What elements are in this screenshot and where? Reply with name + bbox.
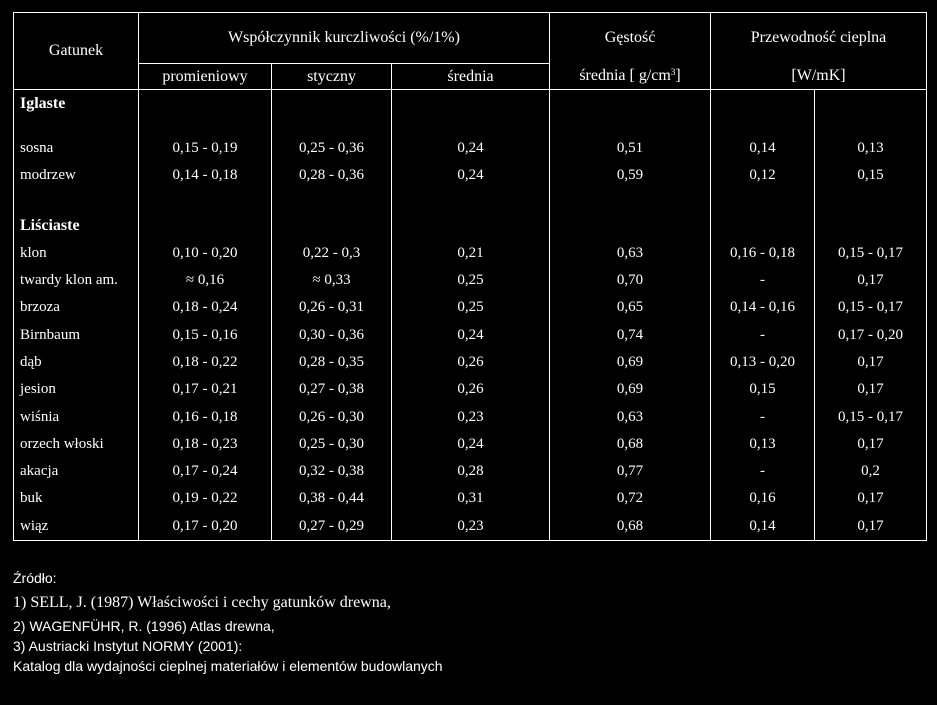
average-cell: 0,24 (392, 431, 550, 458)
average-cell: 0,23 (392, 513, 550, 541)
cond1-cell: 0,12 (711, 162, 815, 189)
group-empty-cell (550, 90, 711, 118)
wood-properties-table-wrapper (13, 12, 926, 541)
cond1-cell: 0,16 - 0,18 (711, 240, 815, 267)
tangential-cell: 0,38 - 0,44 (272, 485, 392, 512)
tangential-cell: 0,28 - 0,36 (272, 162, 392, 189)
header-average: średnia (392, 64, 550, 90)
cond2-cell: 0,15 - 0,17 (815, 403, 927, 430)
table-row (14, 240, 927, 267)
cond2-cell: 0,17 - 0,20 (815, 321, 927, 348)
cond1-cell: 0,16 (711, 485, 815, 512)
density-cell: 0,68 (550, 431, 711, 458)
spacer-cell (392, 117, 550, 135)
sources-title: Źródło: (13, 570, 57, 586)
average-cell: 0,24 (392, 135, 550, 162)
cond2-cell: 0,15 (815, 162, 927, 189)
spacer-cell (815, 190, 927, 213)
spacer-cell (815, 117, 927, 135)
radial-cell: 0,14 - 0,18 (139, 162, 272, 189)
density-cell: 0,74 (550, 321, 711, 348)
radial-cell: 0,17 - 0,24 (139, 458, 272, 485)
cond2-cell: 0,17 (815, 431, 927, 458)
species-cell: twardy klon am. (14, 267, 139, 294)
average-cell: 0,24 (392, 321, 550, 348)
spacer-cell (14, 117, 139, 135)
cond2-cell: 0,17 (815, 376, 927, 403)
average-cell: 0,25 (392, 294, 550, 321)
density-cell: 0,77 (550, 458, 711, 485)
tangential-cell: 0,26 - 0,30 (272, 403, 392, 430)
tangential-cell: 0,32 - 0,38 (272, 458, 392, 485)
table-row (14, 349, 927, 376)
density-cell: 0,70 (550, 267, 711, 294)
average-cell: 0,26 (392, 376, 550, 403)
average-cell: 0,31 (392, 485, 550, 512)
tangential-cell: 0,27 - 0,29 (272, 513, 392, 541)
density-cell: 0,63 (550, 240, 711, 267)
spacer-cell (272, 190, 392, 213)
group-empty-cell (139, 90, 272, 118)
group-row (14, 213, 927, 240)
average-cell: 0,24 (392, 162, 550, 189)
group-empty-cell (139, 213, 272, 240)
cond1-cell: 0,13 (711, 431, 815, 458)
density-cell: 0,63 (550, 403, 711, 430)
spacer-cell (711, 117, 815, 135)
density-cell: 0,69 (550, 349, 711, 376)
average-cell: 0,26 (392, 349, 550, 376)
radial-cell: 0,15 - 0,19 (139, 135, 272, 162)
source-item: 1) SELL, J. (1987) Właściwości i cechy gatunków drewna, (13, 594, 391, 611)
group-empty-cell (711, 213, 815, 240)
cond1-cell: 0,15 (711, 376, 815, 403)
table-row (14, 321, 927, 348)
spacer-row (14, 117, 927, 135)
tangential-cell: 0,27 - 0,38 (272, 376, 392, 403)
radial-cell: ≈ 0,16 (139, 267, 272, 294)
spacer-cell (272, 117, 392, 135)
spacer-cell (139, 190, 272, 213)
spacer-cell (711, 190, 815, 213)
tangential-cell: 0,25 - 0,36 (272, 135, 392, 162)
spacer-cell (392, 190, 550, 213)
table-row (14, 458, 927, 485)
header-conductivity: Przewodność cieplna (711, 13, 927, 64)
table-row (14, 135, 927, 162)
density-cell: 0,69 (550, 376, 711, 403)
radial-cell: 0,17 - 0,20 (139, 513, 272, 541)
density-cell: 0,68 (550, 513, 711, 541)
cond1-cell: 0,14 (711, 135, 815, 162)
tangential-cell: 0,25 - 0,30 (272, 431, 392, 458)
density-cell: 0,51 (550, 135, 711, 162)
cond2-cell: 0,17 (815, 267, 927, 294)
spacer-row (14, 190, 927, 213)
cond2-cell: 0,17 (815, 349, 927, 376)
average-cell: 0,21 (392, 240, 550, 267)
cond1-cell: 0,13 - 0,20 (711, 349, 815, 376)
sources-section (13, 568, 913, 676)
radial-cell: 0,18 - 0,24 (139, 294, 272, 321)
radial-cell: 0,19 - 0,22 (139, 485, 272, 512)
species-cell: wiśnia (14, 403, 139, 430)
radial-cell: 0,15 - 0,16 (139, 321, 272, 348)
density-cell: 0,72 (550, 485, 711, 512)
source-item: Katalog dla wydajności cieplnej materiałów i elementów budowlanych (13, 658, 443, 674)
cond1-cell: 0,14 - 0,16 (711, 294, 815, 321)
source-item: 2) WAGENFÜHR, R. (1996) Atlas drewna, (13, 618, 275, 634)
species-cell: klon (14, 240, 139, 267)
table-row (14, 431, 927, 458)
group-empty-cell (392, 213, 550, 240)
header-density-unit: średnia [ $g/cm^3$] (550, 64, 711, 90)
table-row (14, 403, 927, 430)
species-cell: dąb (14, 349, 139, 376)
header-radial: promieniowy (139, 64, 272, 90)
header-tangential: styczny (272, 64, 392, 90)
group-name: Iglaste (14, 90, 139, 118)
cond2-cell: 0,15 - 0,17 (815, 240, 927, 267)
cond1-cell: - (711, 267, 815, 294)
table-body (14, 90, 927, 541)
species-cell: orzech włoski (14, 431, 139, 458)
species-cell: sosna (14, 135, 139, 162)
cond2-cell: 0,17 (815, 513, 927, 541)
group-name: Liściaste (14, 213, 139, 240)
average-cell: 0,28 (392, 458, 550, 485)
spacer-cell (139, 117, 272, 135)
cond1-cell: - (711, 458, 815, 485)
tangential-cell: 0,22 - 0,3 (272, 240, 392, 267)
cond1-cell: - (711, 321, 815, 348)
cond2-cell: 0,17 (815, 485, 927, 512)
group-empty-cell (711, 90, 815, 118)
species-cell: modrzew (14, 162, 139, 189)
tangential-cell: ≈ 0,33 (272, 267, 392, 294)
group-empty-cell (392, 90, 550, 118)
table-row (14, 294, 927, 321)
group-empty-cell (272, 90, 392, 118)
table-row (14, 376, 927, 403)
radial-cell: 0,16 - 0,18 (139, 403, 272, 430)
radial-cell: 0,18 - 0,22 (139, 349, 272, 376)
density-cell: 0,59 (550, 162, 711, 189)
cond2-cell: 0,2 (815, 458, 927, 485)
cond1-cell: 0,14 (711, 513, 815, 541)
group-empty-cell (815, 90, 927, 118)
table-row (14, 513, 927, 541)
tangential-cell: 0,30 - 0,36 (272, 321, 392, 348)
tangential-cell: 0,26 - 0,31 (272, 294, 392, 321)
species-cell: buk (14, 485, 139, 512)
table-row (14, 162, 927, 189)
spacer-cell (550, 190, 711, 213)
density-cell: 0,65 (550, 294, 711, 321)
cond2-cell: 0,15 - 0,17 (815, 294, 927, 321)
cond2-cell: 0,13 (815, 135, 927, 162)
header-species: Gatunek (14, 13, 139, 90)
average-cell: 0,23 (392, 403, 550, 430)
header-density: Gęstość (550, 13, 711, 64)
radial-cell: 0,10 - 0,20 (139, 240, 272, 267)
average-cell: 0,25 (392, 267, 550, 294)
header-conductivity-unit: [W/mK] (711, 64, 927, 90)
spacer-cell (550, 117, 711, 135)
species-cell: wiąz (14, 513, 139, 541)
group-empty-cell (550, 213, 711, 240)
species-cell: Birnbaum (14, 321, 139, 348)
wood-properties-table (13, 12, 927, 541)
source-item: 3) Austriacki Instytut NORMY (2001): (13, 638, 243, 654)
table-row (14, 267, 927, 294)
group-empty-cell (272, 213, 392, 240)
radial-cell: 0,18 - 0,23 (139, 431, 272, 458)
group-empty-cell (815, 213, 927, 240)
header-shrinkage: Współczynnik kurczliwości (%/1%) (139, 13, 550, 64)
group-row (14, 90, 927, 118)
species-cell: jesion (14, 376, 139, 403)
radial-cell: 0,17 - 0,21 (139, 376, 272, 403)
cond1-cell: - (711, 403, 815, 430)
tangential-cell: 0,28 - 0,35 (272, 349, 392, 376)
species-cell: brzoza (14, 294, 139, 321)
spacer-cell (14, 190, 139, 213)
table-row (14, 485, 927, 512)
species-cell: akacja (14, 458, 139, 485)
